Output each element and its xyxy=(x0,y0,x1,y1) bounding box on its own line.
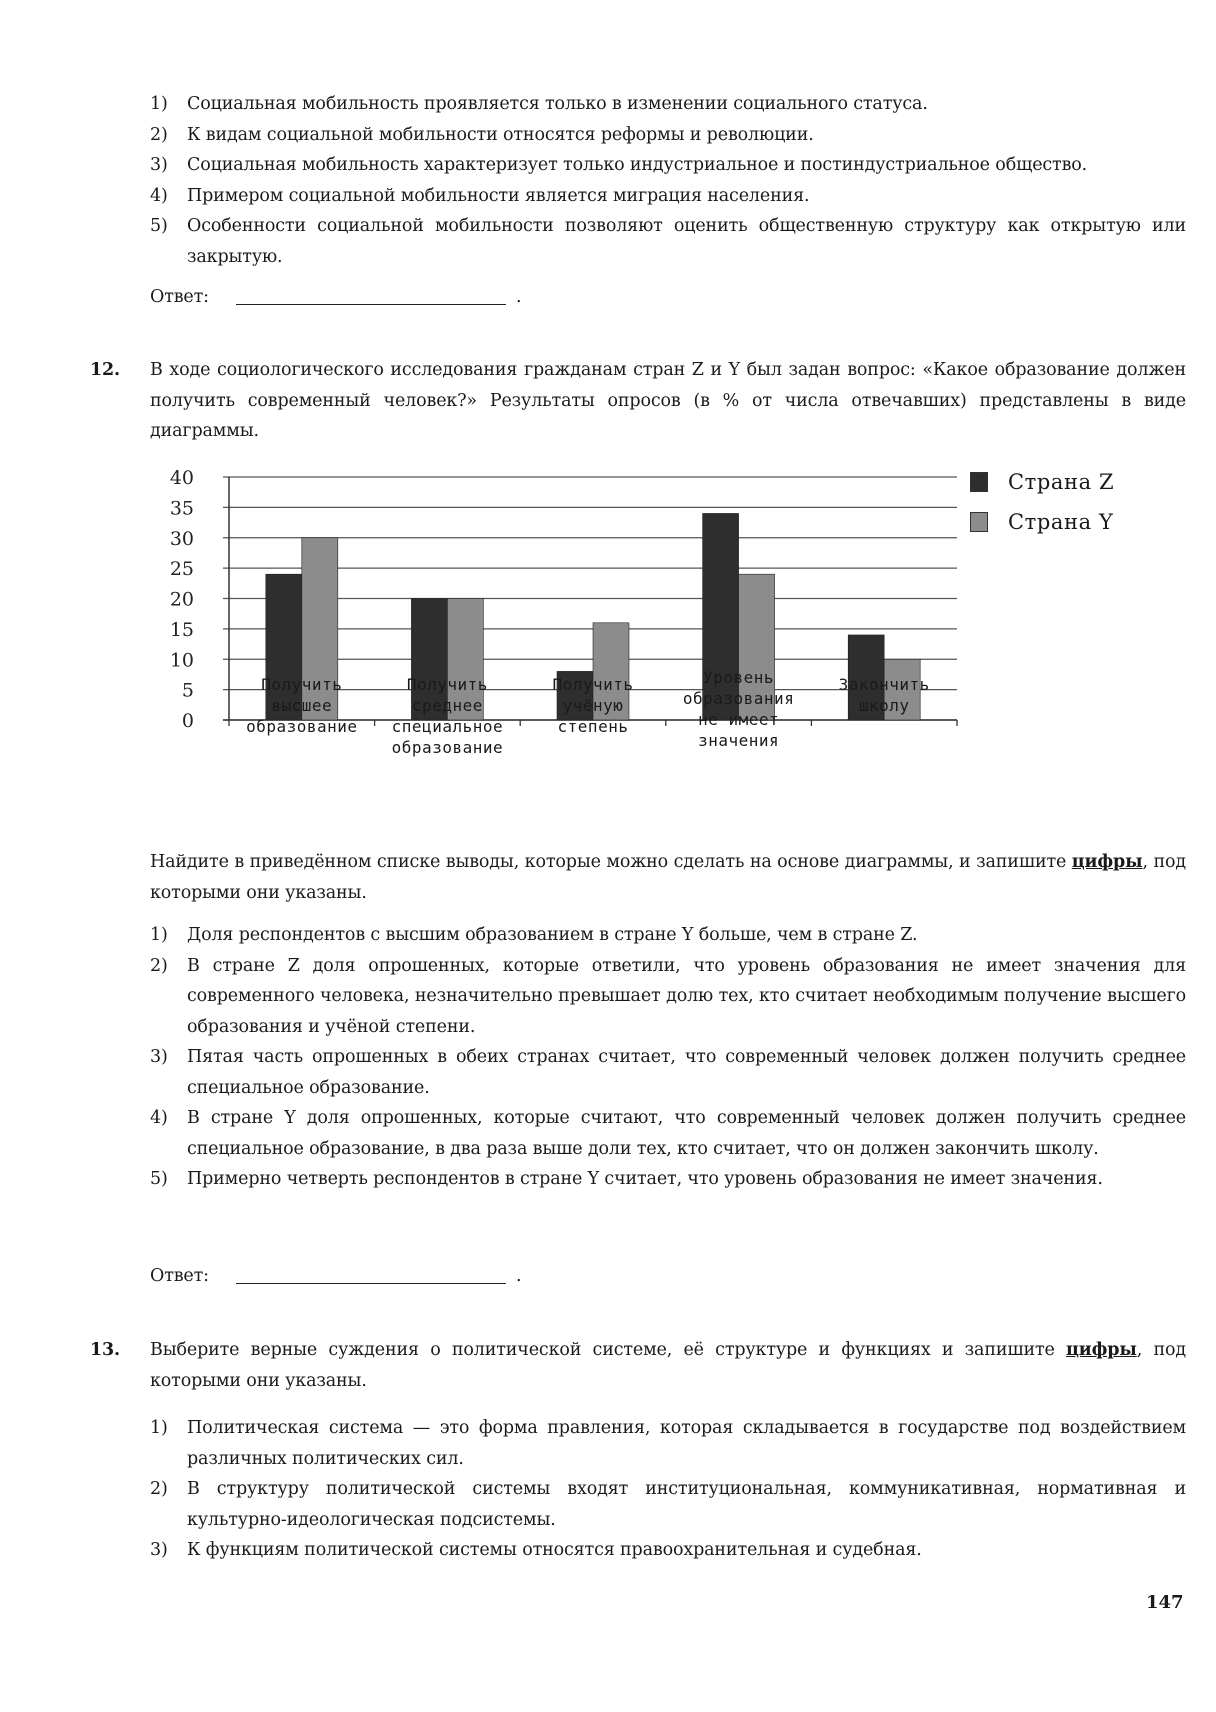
x-label-line: учёную xyxy=(562,696,624,715)
x-category-label xyxy=(227,674,377,737)
answer-label: Ответ: xyxy=(150,287,209,307)
option-item xyxy=(150,211,1186,272)
q12-task-text: Найдите в приведённом списке выводы, которые можно сделать на основе диаграммы, и запишите xyxy=(150,852,1072,872)
q12-task-text-end: , под которыми они указаны. xyxy=(150,852,1186,903)
option-text: Политическая система — это форма правления, которая складывается в государстве под воздействием различных политических сил. xyxy=(187,1418,1186,1469)
x-label-line: специальное xyxy=(391,717,504,736)
option-number: 1) xyxy=(150,94,168,114)
x-label-line: степень xyxy=(557,717,629,736)
option-number: 4) xyxy=(150,185,168,206)
option-item xyxy=(150,1535,1186,1566)
answer-dot: . xyxy=(516,1266,522,1286)
page-number: 147 xyxy=(1146,1592,1184,1613)
q13-options xyxy=(150,1413,1186,1566)
legend-label: Страна Y xyxy=(1008,510,1114,534)
option-number: 2) xyxy=(150,1479,168,1499)
x-label-line: образование xyxy=(246,717,358,736)
x-label-line: среднее xyxy=(411,696,483,715)
legend-item xyxy=(970,502,1114,542)
option-text: Пятая часть опрошенных в обеих странах считает, что современный человек должен получить среднее специальное образование. xyxy=(187,1047,1186,1098)
q12-intro: В ходе социологического исследования гражданам стран Z и Y был задан вопрос: «Какое образование должен получить современный человек?» Результаты опросов (в % от числа отвечавших) представлены в виде диаграммы. xyxy=(150,360,1186,441)
y-tick-label: 10 xyxy=(170,649,194,672)
option-number: 3) xyxy=(150,1540,168,1560)
x-label-line: Закончить xyxy=(838,675,930,694)
y-tick-label: 25 xyxy=(170,558,194,581)
option-number: 5) xyxy=(150,1169,168,1189)
option-number: 1) xyxy=(150,1418,168,1438)
option-item xyxy=(150,181,1186,212)
x-label-line: значения xyxy=(698,731,780,750)
y-tick-label: 35 xyxy=(170,497,194,520)
option-number: 5) xyxy=(150,216,168,236)
x-label-line: образования xyxy=(682,689,795,708)
bar-chart xyxy=(170,462,1150,832)
answer-label: Ответ: xyxy=(150,1266,209,1286)
x-category-label xyxy=(809,674,959,716)
option-item xyxy=(150,1413,1186,1474)
option-item xyxy=(150,951,1186,1043)
y-tick-label: 15 xyxy=(170,618,194,641)
q11-answer-field[interactable] xyxy=(236,284,506,305)
option-number: 3) xyxy=(150,155,168,175)
chart-legend xyxy=(970,462,1114,542)
q12-number: 12. xyxy=(90,360,120,380)
q12-answer-field[interactable] xyxy=(236,1263,506,1284)
option-item xyxy=(150,1474,1186,1535)
x-label-line: Получить xyxy=(261,675,343,694)
y-tick-label: 0 xyxy=(181,710,194,732)
option-item xyxy=(150,1164,1186,1195)
y-tick-label: 30 xyxy=(170,527,194,550)
option-item xyxy=(150,1103,1186,1164)
option-text: К видам социальной мобильности относятся реформы и революции. xyxy=(187,124,814,145)
option-text: Социальная мобильность характеризует только индустриальное и постиндустриальное общество. xyxy=(187,155,1088,175)
x-label-line: Уровень xyxy=(703,668,775,687)
q13-intro-text-end: , под которыми они указаны. xyxy=(150,1340,1186,1391)
answer-dot: . xyxy=(516,287,522,307)
option-text: В стране Y доля опрошенных, которые считают, что современный человек должен получить среднее специальное образование, в два раза выше доли тех, кто считает, что он должен закончить школу. xyxy=(187,1108,1186,1159)
y-tick-label: 20 xyxy=(170,588,194,611)
x-label-line: Получить xyxy=(552,675,634,694)
option-text: В стране Z доля опрошенных, которые ответили, что уровень образования не имеет значения для современного человека, незначительно превышает долю тех, кто считает необходимым получение высшего образования и учёной степени. xyxy=(187,955,1186,1037)
option-number: 2) xyxy=(150,124,168,145)
x-category-label xyxy=(664,667,814,751)
q13-number: 13. xyxy=(90,1340,120,1360)
q12-answer-row xyxy=(150,1261,521,1292)
option-item xyxy=(150,89,1186,120)
option-text: Доля респондентов с высшим образованием в стране Y больше, чем в стране Z. xyxy=(187,925,918,945)
q13-intro-text: Выберите верные суждения о политической системе, её структуре и функциях и запишите xyxy=(150,1340,1067,1360)
legend-item xyxy=(970,462,1114,502)
y-tick-label: 5 xyxy=(181,679,194,702)
option-text: Примерно четверть респондентов в стране Y считает, что уровень образования не имеет значения. xyxy=(187,1169,1103,1189)
q13-intro-emphasis: цифры xyxy=(1066,1340,1137,1360)
x-category-label xyxy=(372,674,522,758)
option-item xyxy=(150,120,1186,151)
option-number: 3) xyxy=(150,1047,168,1067)
x-label-line: не имеет xyxy=(698,710,780,729)
q12-options xyxy=(150,920,1186,1195)
option-text: К функциям политической системы относятся правоохранительная и судебная. xyxy=(187,1540,922,1560)
x-category-label xyxy=(518,674,668,737)
q12-task xyxy=(150,847,1186,908)
option-number: 4) xyxy=(150,1108,168,1128)
legend-label: Страна Z xyxy=(1008,470,1115,494)
option-text: Примером социальной мобильности является миграция населения. xyxy=(187,185,810,206)
option-item xyxy=(150,920,1186,951)
q11-options xyxy=(150,89,1186,272)
option-item xyxy=(150,1042,1186,1103)
legend-swatch-icon xyxy=(970,472,988,492)
q11-answer-row xyxy=(150,282,521,313)
q12-task-emphasis: цифры xyxy=(1071,852,1143,872)
x-label-line: школу xyxy=(858,696,910,715)
x-label-line: Получить xyxy=(406,675,488,694)
y-tick-label: 40 xyxy=(170,467,194,489)
x-label-line: образование xyxy=(391,738,504,757)
q13-intro xyxy=(150,1335,1186,1396)
option-text: Особенности социальной мобильности позволяют оценить общественную структуру как открытую или закрытую. xyxy=(187,216,1186,267)
legend-swatch-icon xyxy=(970,512,988,532)
option-number: 1) xyxy=(150,925,168,945)
option-text: В структуру политической системы входят институциональная, коммуникативная, нормативная и культурно-идеологическая подсистемы. xyxy=(187,1479,1186,1530)
option-number: 2) xyxy=(150,955,168,976)
option-text: Социальная мобильность проявляется только в изменении социального статуса. xyxy=(187,94,928,114)
option-item xyxy=(150,150,1186,181)
x-label-line: высшее xyxy=(271,696,333,715)
